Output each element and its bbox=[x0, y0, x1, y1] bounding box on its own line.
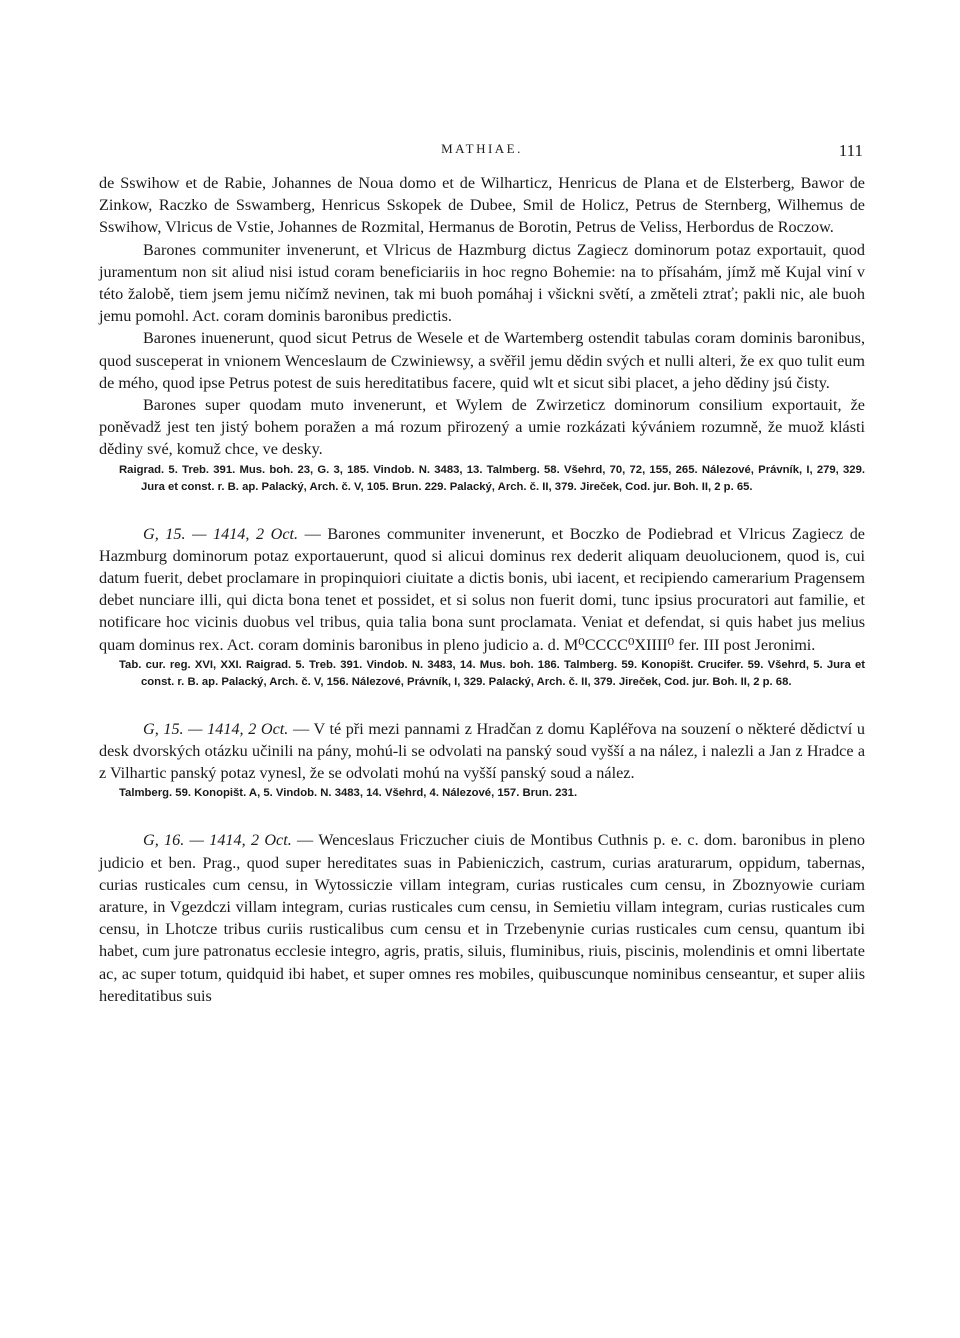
entry-text: — V té při mezi pannami z Hradčan z domu Kapléřova na souzení o některé dědictví u desk dvorských otázku učinili na pány, mohú-li se odvolati na panský soud vyšší a na nález, i nalezli a Jan z Hradce a z Vilhartic panský potaz vynesl, že se odvolati mohú na vyšší panský soud a nález. bbox=[99, 719, 865, 783]
entry-heading: G, 15. — 1414, 2 Oct. bbox=[143, 719, 289, 738]
entry bbox=[99, 718, 865, 803]
paragraph: Barones inuenerunt, quod sicut Petrus de Wesele et de Wartemberg ostendit tabulas coram dominis baronibus, quod susceperat in vnionem Wenceslaum de Czwiniewsy, a svěřil jemu dědin svých et nulli alteri, že ex quo tulit eum de mého, quod ipse Petrus potest de suis hereditatibus facere, quid wlt et sicut sibi placet, a jeho dědiny jsú čisty. bbox=[99, 329, 865, 392]
entry-heading: G, 15. — 1414, 2 Oct. bbox=[143, 524, 299, 543]
entry-text: — Wenceslaus Friczucher ciuis de Montibus Cuthnis p. e. c. dom. baronibus in pleno judicio et ben. Prag., quod super hereditates suas in Pabieniczich, castrum, curias araturarum, oppidum, tabernas, curias rusticales cum censu, in Wytossiczie villam integram, curias rusticales cum censu, in Zboznyowie curiam arature, in Vgezdczi villam integram, curias rusticales cum censu, in Semietiu villam integram, curias rusticales cum censu, in Lhotcze tribus curiis rusticalibus cum censu et in Trzebenynie curias rusticales cum censu, quantum ibi habet, cum jure patronatus ecclesie integro, agris, pratis, siluis, fluminibus, riuis, piscinis, molendinis et omni libertate ac, ac super totum, quidquid ibi habet, et super omnes res mobiles, quibuscunque nominibus censeantur, et super aliis hereditatibus suis bbox=[99, 831, 865, 1005]
entry-heading: G, 16. — 1414, 2 Oct. bbox=[143, 831, 292, 850]
page-header bbox=[99, 138, 865, 172]
entry-paragraph bbox=[99, 523, 865, 656]
document-page bbox=[99, 138, 865, 1007]
entry bbox=[99, 523, 865, 691]
entry bbox=[99, 829, 865, 1007]
paragraph: Barones communiter invenerunt, et Vlricus de Hazmburg dictus Zagiecz dominorum potaz exportauit, quod juramentum non sit aliud nisi istud coram beneficiariis in hoc regno Bohemie: na to přísahám, jímž mě Kujal viní v této žalobě, tiem jsem jemu ničímž nevinen, tak mi buoh pomáhaj i všickni světí, a změteli ztrať; pakli nic, ale buoh jemu pomohl. Act. coram dominis baronibus predictis. bbox=[99, 240, 865, 326]
paragraph: de Sswihow et de Rabie, Johannes de Noua domo et de Wilharticz, Henricus de Plana et de Elsterberg, Bawor de Zinkow, Raczko de Sswamberg, Henricus Sskopek de Dubee, Smil de Holicz, Petrus de Sternberg, Wilhemus de Sswihow, Vlricus de Vstie, Johannes de Rozmital, Hermanus de Borotin, Petrus de Veliss, Herbordus de Roczow. bbox=[99, 174, 865, 237]
entry-text: — Barones communiter invenerunt, et Boczko de Podiebrad et Vlricus Zagiecz de Hazmburg dominorum potaz exportauerunt, quod si alicui dominus rex dederit aliquam deuolucionem, quod is, cui datum fuerit, debet proclamare in propinquiori ciuitate a dictis bonis, ubi iacent, et recipiendo camerarium Pragensem debet nunciare illi, qui dicta bona tenet et possidet, et si solus non fuerit domi, tunc ipsius procuratori aut familie, et notificare hoc vicinis duobus vel tribus, quia talia bona sunt proclamata. Veniat et defendat, si quis habet jus melius quam dominus rex. Act. coram dominis baronibus in pleno judicio a. d. M⁰CCCC⁰XIIII⁰ fer. III post Jeronimi. bbox=[99, 524, 865, 654]
source-notes: Tab. cur. reg. XVI, XXI. Raigrad. 5. Treb. 391. Vindob. N. 3483, 14. Mus. boh. 186. Talmberg. 59. Konopišt. Crucifer. 59. Všehrd, 5. Jura et const. r. B. ap. Palacký, Arch. č. V, 156. Nálezové, Právník, I, 329. Palacký, Arch. č. II, 379. Jireček, Cod. jur. Boh. II, 2 p. 68. bbox=[119, 658, 865, 688]
paragraph: Barones super quodam muto invenerunt, et Wylem de Zwirzeticz dominorum consilium exportauit, že poněvadž jest ten jistý bohem poražen a má rozum přirozený a umie rozkázati kývániem rozumně, že muož klásti dědiny své, komuž chce, ve desky. bbox=[99, 396, 865, 459]
source-notes: Raigrad. 5. Treb. 391. Mus. boh. 23, G. 3, 185. Vindob. N. 3483, 13. Talmberg. 58. Všehrd, 70, 72, 155, 265. Nálezové, Právník, I, 279, 329. Jura et const. r. B. ap. Palacký, Arch. č. V, 105. Brun. 229. Palacký, Arch. č. II, 379. Jireček, Cod. jur. Boh. II, 2 p. 65. bbox=[119, 463, 865, 493]
entry-paragraph bbox=[99, 718, 865, 785]
entry-paragraph bbox=[99, 829, 865, 1007]
page-number: 111 bbox=[838, 141, 863, 160]
running-title: MATHIAE. bbox=[441, 141, 523, 156]
source-notes: Talmberg. 59. Konopišt. A, 5. Vindob. N. 3483, 14. Všehrd, 4. Nálezové, 157. Brun. 231. bbox=[119, 787, 578, 800]
